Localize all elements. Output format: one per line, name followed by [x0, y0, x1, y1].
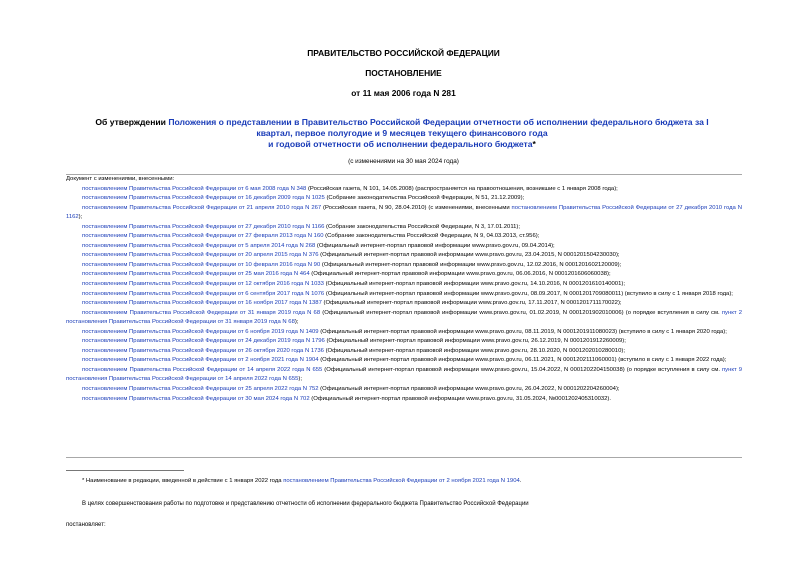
- footnote-text: * Наименование в редакции, введенной в действие с 1 января 2022 года: [82, 478, 284, 484]
- document-title: [95, 117, 709, 149]
- preamble-paragraph: В целях совершенствования работы по подготовке и представлению отчетности об исполнении федерального бюджета Правительство Российской Федерации: [82, 501, 529, 507]
- amendment-text: (Официальный интернет-портал правовой информации www.pravo.gov.ru, 26.04.2022, N 0001202204260004);: [318, 386, 620, 393]
- amendments-list: [66, 175, 742, 404]
- amendment-item: [66, 347, 742, 357]
- amendment-item: [66, 280, 742, 290]
- amendment-text: (Официальный интернет-портал правовой информации www.pravo.gov.ru, 14.10.2016, N 0001201610140001);: [323, 281, 625, 288]
- amendment-item: [66, 261, 742, 271]
- amendment-item: [66, 356, 742, 366]
- amendment-link[interactable]: постановлением Правительства Российской Федерации от 27 декабря 2010 года N 1166: [82, 223, 325, 230]
- amendment-item: [66, 232, 742, 242]
- amendment-text: (Официальный интернет-портал правовой информации www.pravo.gov.ru, 28.10.2020, N 0001202010280010);: [323, 347, 625, 354]
- document-type: ПОСТАНОВЛЕНИЕ: [365, 68, 442, 78]
- government-name: ПРАВИТЕЛЬСТВО РОССИЙСКОЙ ФЕДЕРАЦИИ: [307, 48, 500, 58]
- amendment-text: (Официальный интернет-портал правовой информации www.pravo.gov.ru, 08.11.2019, N 0001201911080023) (вступило в силу с 1 января 2020 года);: [318, 328, 727, 335]
- amendment-text: (Официальный интернет-портал правовой информации www.pravo.gov.ru, 09.04.2014);: [315, 242, 555, 249]
- amendment-sub-link[interactable]: пункт 2 постановления Правительства Российской Федерации от 31 января 2019 года N 68: [66, 309, 742, 326]
- amendment-item: [66, 185, 742, 195]
- document-date-number: от 11 мая 2006 года N 281: [351, 88, 456, 98]
- amendment-link[interactable]: постановлением Правительства Российской Федерации от 2 ноября 2021 года N 1904: [82, 357, 319, 364]
- amendment-item: [66, 194, 742, 204]
- amendment-link[interactable]: постановлением Правительства Российской Федерации от 14 апреля 2022 года N 655: [82, 366, 323, 373]
- amendments-intro: Документ с изменениями, внесенными:: [66, 176, 175, 182]
- amendment-item: [66, 242, 742, 252]
- title-link-regulation[interactable]: Положения о представлении в Правительство Российской Федерации отчетности об исполнении федерального бюджета за I квартал, первое полугодие и 9 месяцев текущего финансового года: [168, 117, 709, 138]
- amendment-item: [66, 366, 742, 385]
- amendment-text: (Официальный интернет-портал правовой информации www.pravo.gov.ru, 17.11.2017, N 0001201711170022);: [321, 300, 622, 307]
- amendment-item: [66, 395, 742, 405]
- amendment-item: [66, 270, 742, 280]
- title-prefix: Об утверждении: [95, 117, 169, 127]
- amendment-text-end: );: [78, 214, 83, 221]
- amendment-link[interactable]: постановлением Правительства Российской Федерации от 25 мая 2016 года N 464: [82, 271, 310, 278]
- amendment-link[interactable]: постановлением Правительства Российской Федерации от 6 сентября 2017 года N 1076: [82, 290, 325, 297]
- amendment-sub-link[interactable]: пункт 9 постановления Правительства Российской Федерации от 14 апреля 2022 года N 655: [66, 366, 742, 383]
- amendment-item: [66, 290, 742, 300]
- title-footnote-mark: *: [532, 138, 536, 149]
- footnote-separator: [66, 470, 184, 471]
- amendment-link[interactable]: постановлением Правительства Российской Федерации от 10 февраля 2016 года N 90: [82, 261, 321, 268]
- amendment-link[interactable]: постановлением Правительства Российской Федерации от 16 ноября 2017 года N 1387: [82, 300, 322, 307]
- amendment-text-end: );: [298, 376, 302, 383]
- amendment-item: [66, 299, 742, 309]
- title-link-annual-report[interactable]: и годовой отчетности об исполнении федерального бюджета: [268, 138, 533, 149]
- amendment-link[interactable]: постановлением Правительства Российской Федерации от 6 ноября 2019 года N 1409: [82, 328, 319, 335]
- amendment-text: (Официальный интернет-портал правовой информации www.pravo.gov.ru, 31.05.2024, №0001202405310032).: [309, 395, 612, 402]
- amendment-text-end: );: [294, 319, 299, 326]
- amendment-item: [66, 223, 742, 233]
- amendment-text: (Собрание законодательства Российской Федерации, N 3, 17.01.2011);: [324, 223, 521, 230]
- amendment-link[interactable]: постановлением Правительства Российской Федерации от 30 мая 2024 года N 702: [82, 395, 310, 402]
- amendment-link[interactable]: постановлением Правительства Российской Федерации от 12 октября 2016 года N 1033: [82, 281, 324, 288]
- amendment-item: [66, 337, 742, 347]
- amendment-text: (Официальный интернет-портал правовой информации www.pravo.gov.ru, 23.04.2015, N 0001201504230030);: [318, 252, 620, 259]
- footnote: [82, 478, 521, 484]
- amendment-link[interactable]: постановлением Правительства Российской Федерации от 26 октября 2020 года N 1736: [82, 347, 324, 354]
- amendment-text: (Официальный интернет-портал правовой информации www.pravo.gov.ru, 15.04.2022, N 0001202204150038) (о порядке вступления в силу см.: [322, 366, 722, 373]
- amendment-item: [66, 385, 742, 395]
- amendment-text: (Официальный интернет-портал правовой информации www.pravo.gov.ru, 12.02.2016, N 0001201602120009);: [320, 261, 622, 268]
- amendment-item: [66, 328, 742, 338]
- amendment-item: [66, 309, 742, 328]
- amendment-link[interactable]: постановлением Правительства Российской Федерации от 16 декабря 2009 года N 1025: [82, 195, 325, 202]
- changes-note: (с изменениями на 30 мая 2024 года): [348, 158, 459, 165]
- amendment-text: (Российская газета, N 90, 28.04.2010) (с изменениями, внесенными: [321, 204, 512, 211]
- amendment-item: [66, 251, 742, 261]
- amendment-text: (Официальный интернет-портал правовой информации www.pravo.gov.ru, 08.09.2017, N 0001201709080011) (вступило в силу с 1 января 2018 года);: [324, 290, 733, 297]
- amendment-text: (Российская газета, N 101, 14.05.2008) (распространяется на правоотношения, возникшие с 1 января 2008 года);: [306, 185, 618, 192]
- footnote-link[interactable]: постановлением Правительства Российской Федерации от 2 ноября 2021 года N 1904: [283, 478, 520, 484]
- amendment-link[interactable]: постановлением Правительства Российской Федерации от 21 апреля 2010 года N 267: [82, 204, 322, 211]
- amendment-text: (Официальный интернет-портал правовой информации www.pravo.gov.ru, 06.06.2016, N 0001201606060038);: [309, 271, 611, 278]
- amendment-link[interactable]: постановлением Правительства Российской Федерации от 20 апреля 2015 года N 376: [82, 252, 319, 259]
- amendment-link[interactable]: постановлением Правительства Российской Федерации от 5 апреля 2014 года N 268: [82, 242, 316, 249]
- amendments-bottom-divider: [66, 457, 742, 458]
- amendment-text: (Официальный интернет-портал правовой информации www.pravo.gov.ru, 06.11.2021, N 0001202111060001) (вступило в силу с 1 января 2022 года);: [318, 357, 727, 364]
- amendment-link[interactable]: постановлением Правительства Российской Федерации от 31 января 2019 года N 68: [82, 309, 321, 316]
- amendment-link[interactable]: постановлением Правительства Российской Федерации от 25 апреля 2022 года N 752: [82, 386, 319, 393]
- amendment-text: (Собрание законодательства Российской Федерации, N 9, 04.03.2013, ст.956);: [323, 233, 540, 240]
- amendment-sub-link[interactable]: постановлением Правительства Российской Федерации от 27 декабря 2010 года N 1162: [66, 204, 742, 221]
- amendment-link[interactable]: постановлением Правительства Российской Федерации от 27 февраля 2013 года N 160: [82, 233, 324, 240]
- amendment-text: (Официальный интернет-портал правовой информации www.pravo.gov.ru, 26.12.2019, N 0001201912260009);: [324, 338, 626, 345]
- amendment-item: [66, 204, 742, 223]
- resolves-word: постановляет:: [66, 522, 106, 528]
- footnote-end: .: [519, 478, 522, 484]
- amendment-text: (Собрание законодательства Российской Федерации, N 51, 21.12.2009);: [324, 195, 525, 202]
- amendment-text: (Официальный интернет-портал правовой информации www.pravo.gov.ru, 01.02.2019, N 0001201902010006) (о порядке вступления в силу см.: [320, 309, 722, 316]
- amendment-link[interactable]: постановлением Правительства Российской Федерации от 24 декабря 2019 года N 1796: [82, 338, 325, 345]
- amendment-link[interactable]: постановлением Правительства Российской Федерации от 6 мая 2008 года N 348: [82, 185, 307, 192]
